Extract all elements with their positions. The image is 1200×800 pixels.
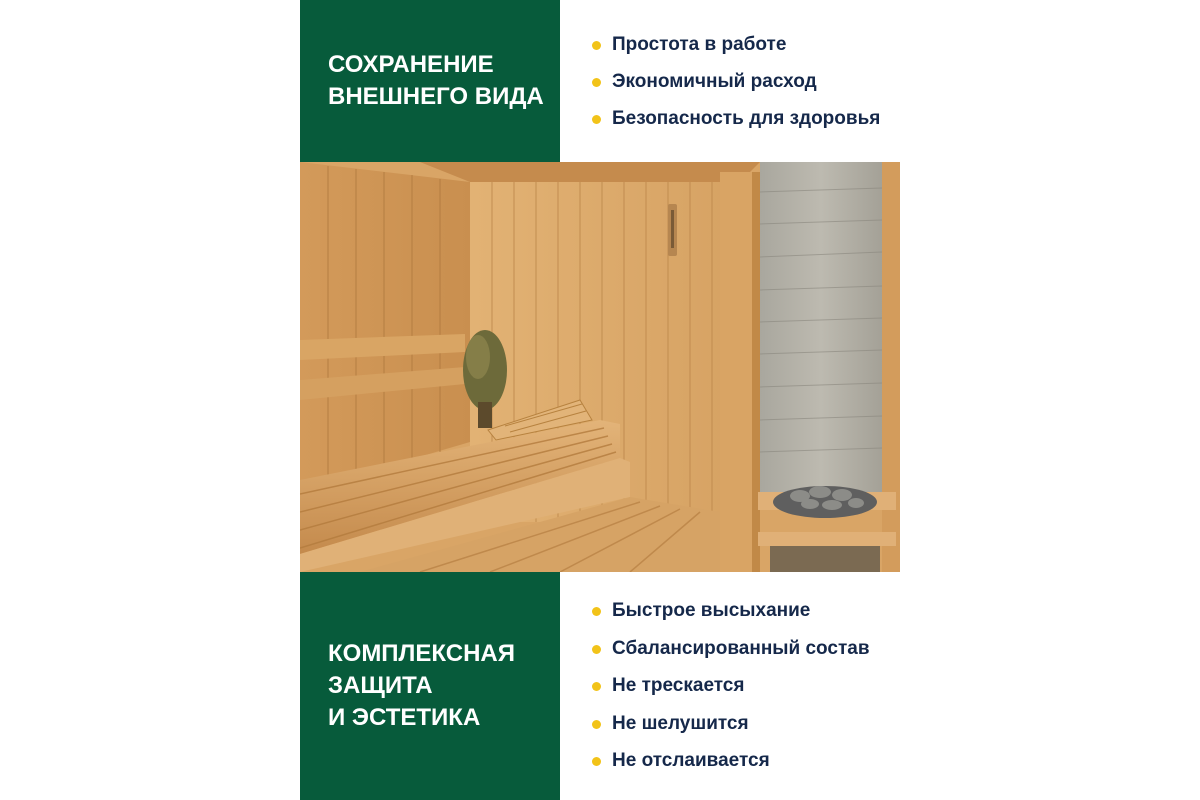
feature-text: Простота в работе: [612, 34, 787, 55]
list-item: [592, 102, 880, 139]
bullet-dot-icon: [592, 645, 601, 654]
feature-text: Не трескается: [612, 675, 745, 696]
list-item: [592, 28, 880, 65]
heading-line: СОХРАНЕНИЕ: [328, 51, 494, 78]
list-item: [592, 707, 870, 745]
heading-block-bottom: [300, 572, 560, 800]
list-item: [592, 669, 870, 707]
list-item: [592, 65, 880, 102]
product-info-card: [300, 0, 900, 800]
bullet-dot-icon: [592, 41, 601, 50]
bullet-dot-icon: [592, 115, 601, 124]
heading-line: КОМПЛЕКСНАЯ: [328, 640, 515, 667]
bullet-dot-icon: [592, 682, 601, 691]
feature-text: Не отслаивается: [612, 750, 770, 771]
heading-line: И ЭСТЕТИКА: [328, 704, 481, 731]
bullet-dot-icon: [592, 607, 601, 616]
sauna-photo: [300, 162, 900, 572]
feature-list-bottom: [592, 594, 870, 782]
heading-line: ВНЕШНЕГО ВИДА: [328, 83, 544, 110]
feature-list-top: [592, 28, 880, 139]
list-item: [592, 594, 870, 632]
feature-text: Не шелушится: [612, 712, 749, 734]
heading-line: ЗАЩИТА: [328, 672, 433, 699]
bullet-dot-icon: [592, 78, 601, 87]
feature-text: Безопасность для здоровья: [612, 108, 881, 129]
heading-block-top: [300, 0, 560, 162]
feature-text: Сбалансированный состав: [612, 637, 870, 659]
list-item: [592, 632, 870, 670]
list-item: [592, 744, 870, 782]
feature-text: Экономичный расход: [612, 71, 817, 92]
feature-text: Быстрое высыхание: [612, 600, 811, 621]
bullet-dot-icon: [592, 720, 601, 729]
bullet-dot-icon: [592, 757, 601, 766]
